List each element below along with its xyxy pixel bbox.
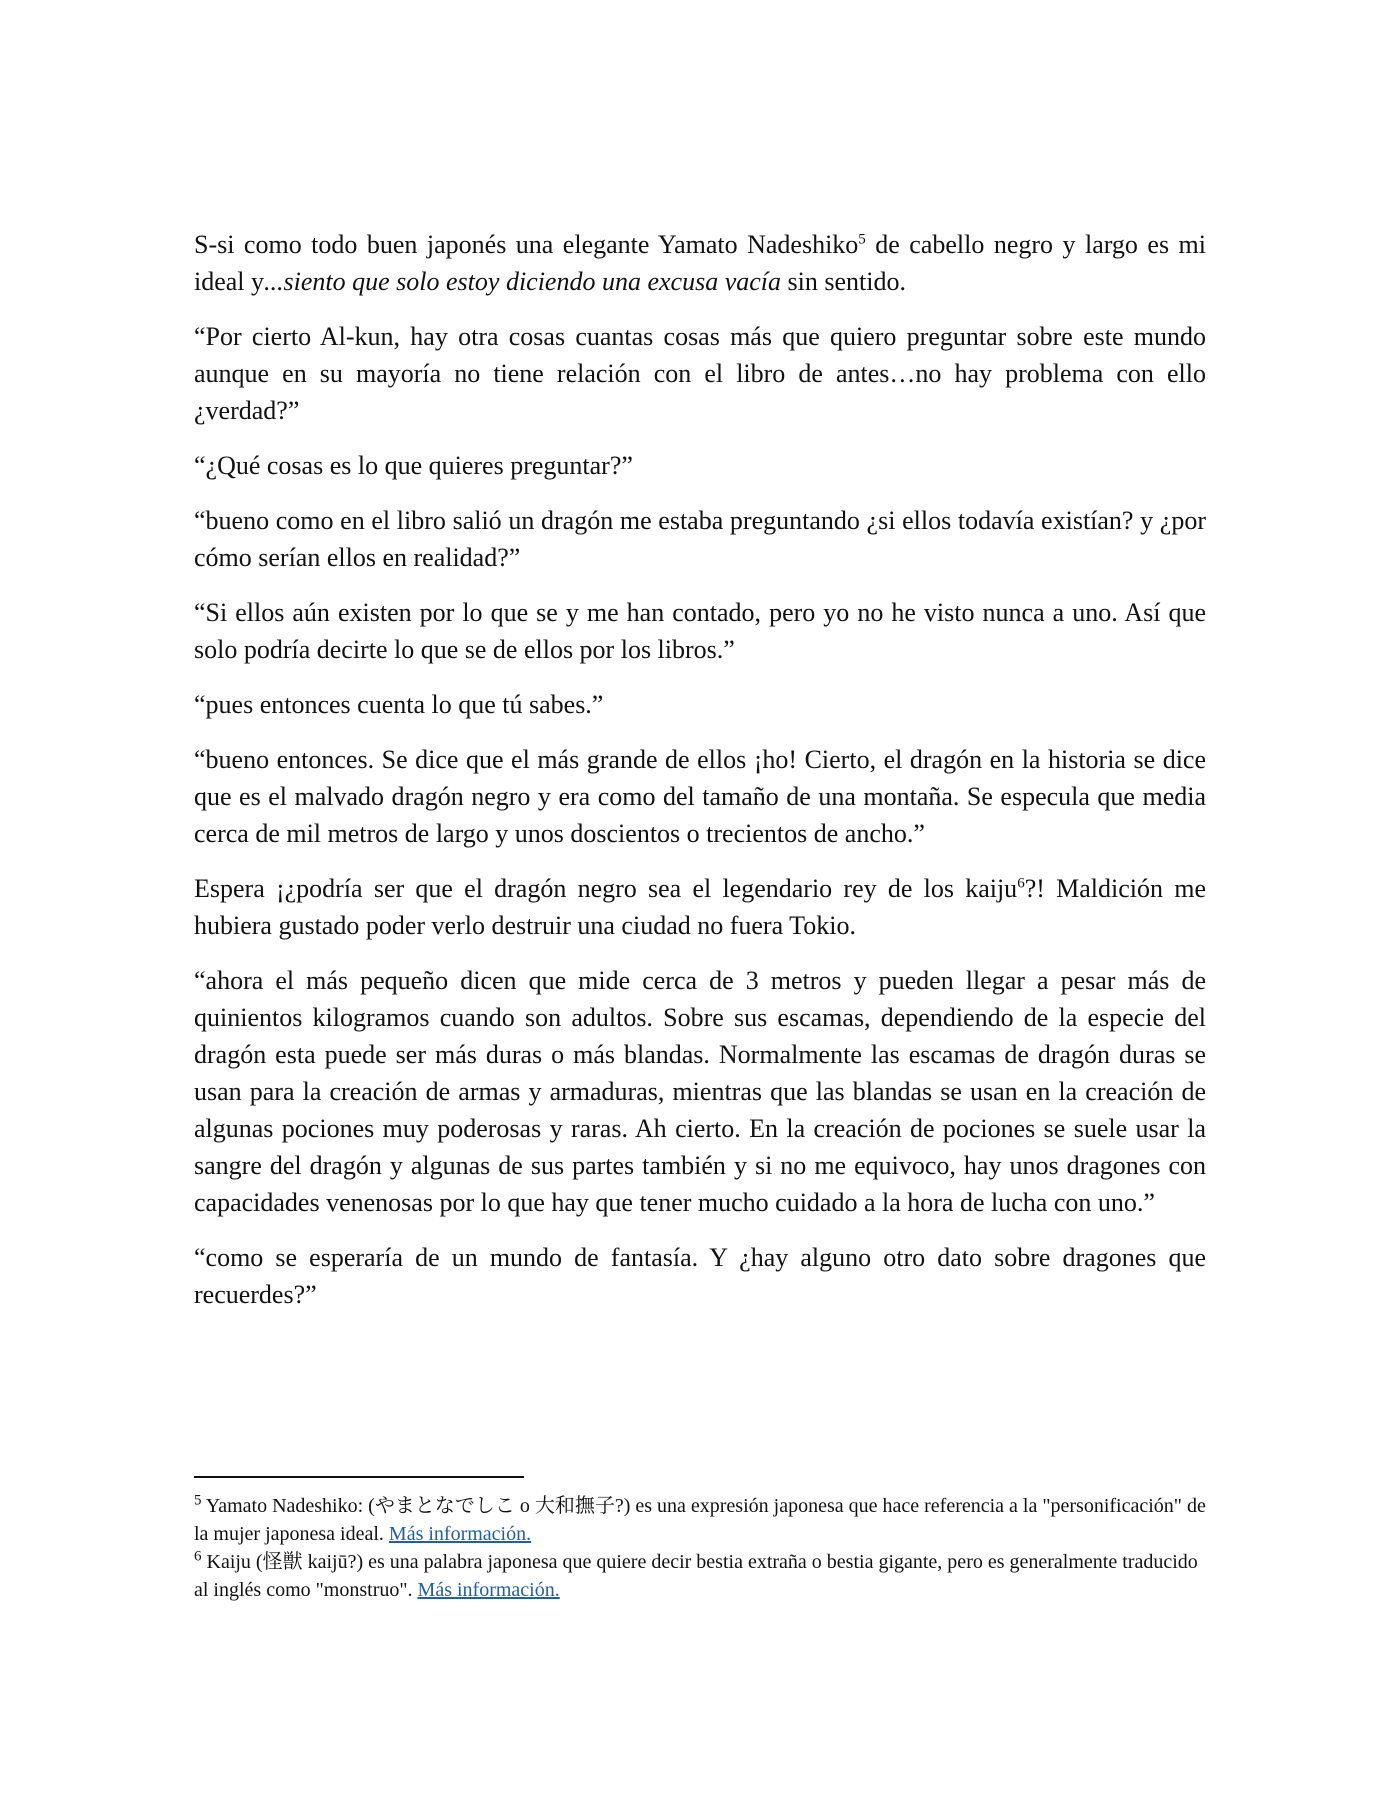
footnote-6-number: 6: [194, 1548, 202, 1565]
footnote-6: [194, 1548, 1206, 1604]
paragraph-1-text-b: de cabello negro y largo es mi ideal y: [194, 230, 1206, 296]
footnote-divider: [194, 1476, 524, 1478]
paragraph-8: [194, 870, 1206, 944]
footnote-5-more-info-link[interactable]: Más información.: [388, 1523, 532, 1545]
paragraph-6: “pues entonces cuenta lo que tú sabes.”: [194, 690, 604, 719]
paragraph-7: “bueno entonces. Se dice que el más grande de ellos ¡ho! Cierto, el dragón en la historia se dice que es el malvado dragón negro y era como del tamaño de una montaña. Se especula que media cerca de mil metros de largo y unos doscientos o trecientos de ancho.”: [194, 745, 1206, 848]
footnotes-section: [194, 1476, 1206, 1604]
paragraph-8-text-a: Espera ¡¿podría ser que el dragón negro sea el legendario rey de los kaiju: [194, 874, 1018, 903]
paragraph-8-text-b: ?! Maldición me hubiera gustado poder verlo destruir una ciudad no fuera Tokio.: [194, 874, 1206, 940]
paragraph-1-text-a: S-si como todo buen japonés una elegante Yamato Nadeshiko: [194, 230, 859, 259]
paragraph-1-text-c: sin sentido.: [781, 267, 906, 296]
paragraph-9: “ahora el más pequeño dicen que mide cerca de 3 metros y pueden llegar a pesar más de quinientos kilogramos cuando son adultos. Sobre sus escamas, dependiendo de la especie del dragón esta puede ser más duras o más blandas. Normalmente las escamas de dragón duras se usan para la creación de armas y armaduras, mientras que las blandas se usan en la creación de algunas pociones muy poderosas y raras. Ah cierto. En la creación de pociones se suele usar la sangre del dragón y algunas de sus partes también y si no me equivoco, hay unos dragones con capacidades venenosas por lo que hay que tener mucho cuidado a la hora de lucha con uno.”: [194, 966, 1206, 1217]
footnote-5-number: 5: [194, 1492, 202, 1509]
footnote-ref-5[interactable]: 5: [858, 231, 866, 248]
footnote-ref-6[interactable]: 6: [1017, 875, 1025, 892]
paragraph-4: “bueno como en el libro salió un dragón me estaba preguntando ¿si ellos todavía existían? y ¿por cómo serían ellos en realidad?”: [194, 506, 1206, 572]
footnote-6-text: Kaiju (怪獣 kaijū?) es una palabra japonesa que quiere decir bestia extraña o bestia gigante, pero es generalmente traducido al inglés como "monstruo".: [194, 1551, 1198, 1601]
footnote-5: [194, 1492, 1206, 1548]
paragraph-1-italic: ...siento que solo estoy diciendo una excusa vacía: [264, 267, 782, 296]
footnote-6-more-info-link[interactable]: Más información.: [417, 1579, 560, 1601]
paragraph-5: “Si ellos aún existen por lo que se y me han contado, pero yo no he visto nunca a uno. Así que solo podría decirte lo que se de ellos por los libros.”: [194, 598, 1206, 664]
paragraph-3: “¿Qué cosas es lo que quieres preguntar?”: [194, 451, 633, 480]
paragraph-2: “Por cierto Al-kun, hay otra cosas cuantas cosas más que quiero preguntar sobre este mundo aunque en su mayoría no tiene relación con el libro de antes…no hay problema con ello ¿verdad?”: [194, 322, 1206, 425]
paragraph-1: [194, 226, 1206, 300]
paragraph-10: “como se esperaría de un mundo de fantasía. Y ¿hay alguno otro dato sobre dragones que recuerdes?”: [194, 1243, 1206, 1309]
footnote-5-text: Yamato Nadeshiko: (やまとなでしこ o 大和撫子?) es una expresión japonesa que hace referencia a la "personificación" de la mujer japonesa ideal.: [194, 1495, 1206, 1545]
document-body: [194, 226, 1206, 1331]
